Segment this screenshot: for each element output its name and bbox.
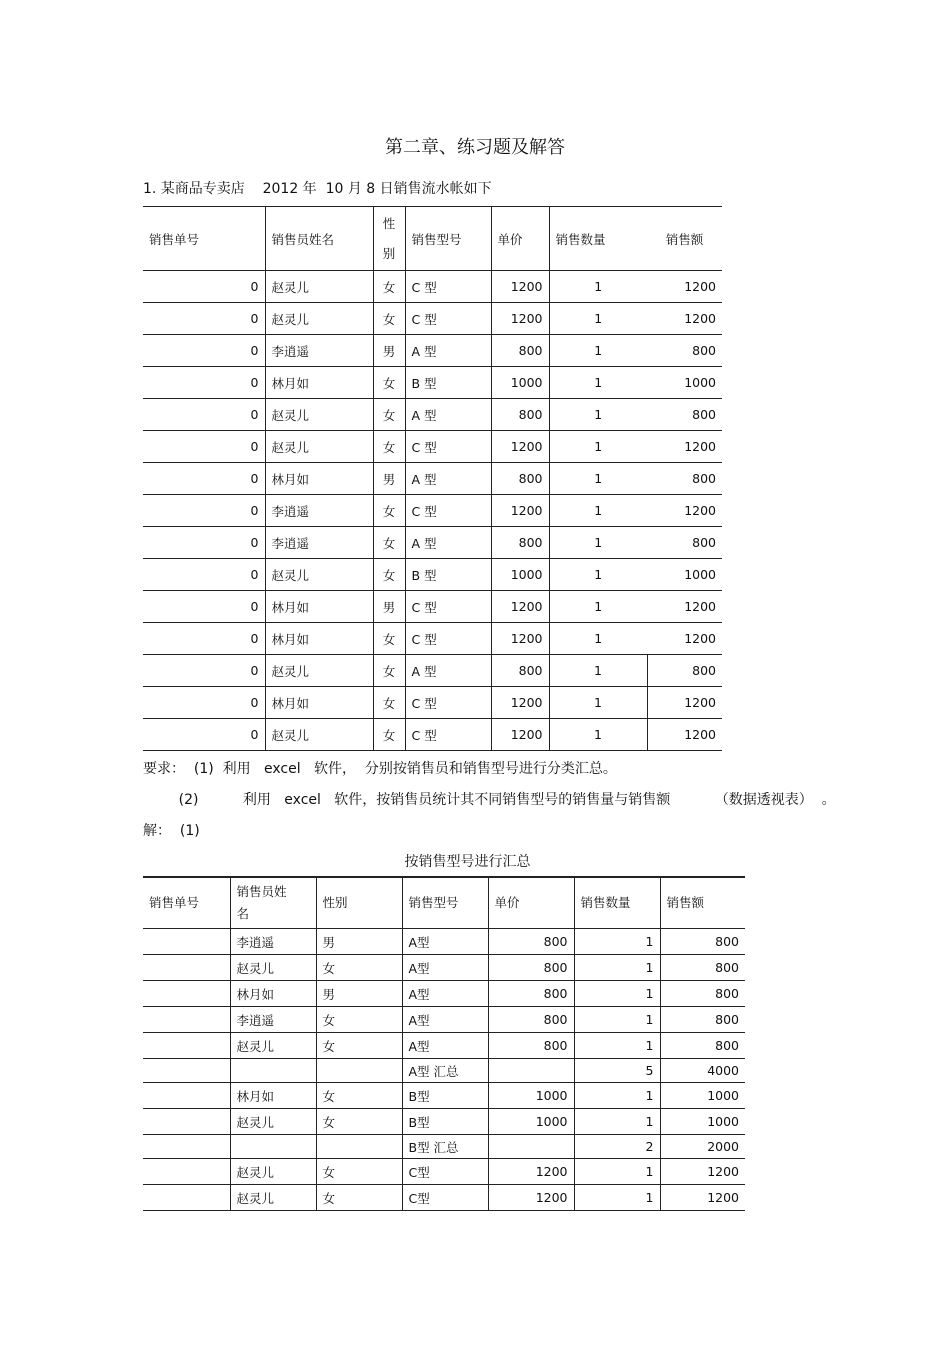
table-row bbox=[143, 399, 722, 431]
cell-sex: 女 bbox=[373, 271, 405, 303]
cell-amount: 800 bbox=[647, 463, 722, 495]
header-sex-line1: 性 bbox=[382, 215, 396, 231]
cell-price: 800 bbox=[488, 1033, 574, 1059]
cell-sex: 女 bbox=[316, 1159, 402, 1185]
cell-salesperson: 林月如 bbox=[230, 981, 316, 1007]
header-price: 单价 bbox=[488, 877, 574, 929]
cell-order-no bbox=[143, 1083, 230, 1109]
cell-model: B 型 bbox=[405, 559, 491, 591]
table-row bbox=[143, 1159, 745, 1185]
cell-sex: 女 bbox=[316, 1007, 402, 1033]
cell-price: 800 bbox=[491, 399, 549, 431]
cell-salesperson: 李逍遥 bbox=[230, 929, 316, 955]
cell-quantity: 5 bbox=[574, 1059, 660, 1083]
cell-salesperson: 林月如 bbox=[265, 463, 373, 495]
cell-order-no bbox=[143, 1135, 230, 1159]
table-row bbox=[143, 303, 722, 335]
cell-price: 1200 bbox=[491, 719, 549, 751]
table-row bbox=[143, 559, 722, 591]
cell-salesperson: 赵灵儿 bbox=[230, 1033, 316, 1059]
cell-order-no: 0 bbox=[143, 623, 265, 655]
cell-salesperson: 林月如 bbox=[265, 687, 373, 719]
cell-amount: 800 bbox=[647, 399, 722, 431]
cell-amount: 800 bbox=[647, 335, 722, 367]
table-row bbox=[143, 623, 722, 655]
cell-salesperson bbox=[230, 1059, 316, 1083]
cell-amount: 1000 bbox=[660, 1083, 745, 1109]
cell-price: 1000 bbox=[488, 1083, 574, 1109]
cell-model: C型 bbox=[402, 1159, 488, 1185]
cell-amount: 2000 bbox=[660, 1135, 745, 1159]
cell-price: 1200 bbox=[488, 1159, 574, 1185]
cell-amount: 1000 bbox=[647, 559, 722, 591]
header-quantity: 销售数量 bbox=[574, 877, 660, 929]
question-intro: 1. 某商品专卖店 2012 年 10 月 8 日销售流水帐如下 bbox=[143, 181, 492, 197]
cell-sex: 女 bbox=[373, 399, 405, 431]
cell-sex: 女 bbox=[316, 1083, 402, 1109]
table-row bbox=[143, 1185, 745, 1211]
cell-sex: 男 bbox=[373, 463, 405, 495]
cell-quantity: 1 bbox=[549, 303, 647, 335]
cell-quantity: 1 bbox=[549, 271, 647, 303]
cell-model: A 型 bbox=[405, 655, 491, 687]
cell-quantity: 1 bbox=[549, 559, 647, 591]
table-row bbox=[143, 367, 722, 399]
cell-model: A 型 bbox=[405, 527, 491, 559]
cell-salesperson: 赵灵儿 bbox=[230, 1109, 316, 1135]
header-order-no: 销售单号 bbox=[143, 877, 230, 929]
cell-amount: 4000 bbox=[660, 1059, 745, 1083]
cell-amount: 800 bbox=[660, 1033, 745, 1059]
cell-salesperson: 赵灵儿 bbox=[265, 431, 373, 463]
cell-price: 1200 bbox=[491, 623, 549, 655]
header-sex-line2: 别 bbox=[382, 245, 396, 261]
header-amount: 销售额 bbox=[660, 877, 745, 929]
cell-sex: 女 bbox=[373, 655, 405, 687]
cell-price: 1200 bbox=[491, 495, 549, 527]
cell-price: 1200 bbox=[491, 271, 549, 303]
cell-price: 800 bbox=[491, 655, 549, 687]
cell-model: A型 bbox=[402, 1033, 488, 1059]
cell-amount: 1200 bbox=[660, 1159, 745, 1185]
table-row bbox=[143, 929, 745, 955]
table-row bbox=[143, 271, 722, 303]
sales-ledger-table bbox=[143, 206, 722, 751]
cell-model: C 型 bbox=[405, 495, 491, 527]
cell-quantity: 1 bbox=[549, 495, 647, 527]
cell-amount: 800 bbox=[660, 929, 745, 955]
cell-model: B型 汇总 bbox=[402, 1135, 488, 1159]
cell-model: C 型 bbox=[405, 271, 491, 303]
header-model: 销售型号 bbox=[405, 207, 491, 271]
cell-order-no: 0 bbox=[143, 559, 265, 591]
cell-order-no: 0 bbox=[143, 303, 265, 335]
cell-model: C型 bbox=[402, 1185, 488, 1211]
cell-order-no bbox=[143, 1159, 230, 1185]
cell-order-no bbox=[143, 1007, 230, 1033]
table-row bbox=[143, 1083, 745, 1109]
cell-order-no: 0 bbox=[143, 527, 265, 559]
cell-price: 800 bbox=[488, 955, 574, 981]
cell-amount: 1200 bbox=[647, 719, 722, 751]
cell-amount: 800 bbox=[660, 981, 745, 1007]
cell-amount: 1200 bbox=[647, 303, 722, 335]
table-row bbox=[143, 463, 722, 495]
cell-amount: 800 bbox=[647, 527, 722, 559]
table-row bbox=[143, 981, 745, 1007]
cell-sex bbox=[316, 1059, 402, 1083]
cell-amount: 1000 bbox=[647, 367, 722, 399]
cell-quantity: 1 bbox=[549, 623, 647, 655]
cell-salesperson: 赵灵儿 bbox=[230, 1185, 316, 1211]
cell-order-no: 0 bbox=[143, 271, 265, 303]
cell-amount: 1000 bbox=[660, 1109, 745, 1135]
cell-quantity: 1 bbox=[549, 591, 647, 623]
cell-quantity: 1 bbox=[574, 981, 660, 1007]
cell-price: 800 bbox=[488, 1007, 574, 1033]
table-row bbox=[143, 1007, 745, 1033]
cell-order-no: 0 bbox=[143, 367, 265, 399]
cell-order-no bbox=[143, 981, 230, 1007]
cell-quantity: 2 bbox=[574, 1135, 660, 1159]
cell-amount: 800 bbox=[647, 655, 722, 687]
cell-model: A型 bbox=[402, 1007, 488, 1033]
cell-sex: 男 bbox=[373, 591, 405, 623]
cell-order-no bbox=[143, 1033, 230, 1059]
cell-quantity: 1 bbox=[549, 463, 647, 495]
cell-salesperson: 林月如 bbox=[265, 367, 373, 399]
cell-sex: 女 bbox=[316, 955, 402, 981]
cell-quantity: 1 bbox=[549, 687, 647, 719]
cell-price: 800 bbox=[491, 335, 549, 367]
table-header-row bbox=[143, 207, 722, 271]
cell-sex: 女 bbox=[373, 687, 405, 719]
cell-model: A型 汇总 bbox=[402, 1059, 488, 1083]
cell-amount: 1200 bbox=[647, 687, 722, 719]
cell-sex: 女 bbox=[373, 495, 405, 527]
cell-price: 800 bbox=[491, 527, 549, 559]
cell-model: A型 bbox=[402, 981, 488, 1007]
cell-model: A 型 bbox=[405, 399, 491, 431]
cell-order-no bbox=[143, 1185, 230, 1211]
header-quantity: 销售数量 bbox=[549, 207, 647, 271]
cell-price: 1200 bbox=[491, 431, 549, 463]
cell-quantity: 1 bbox=[574, 955, 660, 981]
cell-salesperson: 李逍遥 bbox=[265, 335, 373, 367]
cell-model: C 型 bbox=[405, 719, 491, 751]
cell-model: B型 bbox=[402, 1109, 488, 1135]
cell-salesperson: 赵灵儿 bbox=[230, 1159, 316, 1185]
cell-model: A型 bbox=[402, 929, 488, 955]
cell-amount: 800 bbox=[660, 1007, 745, 1033]
cell-price bbox=[488, 1135, 574, 1159]
header-salesperson: 销售员姓名 bbox=[265, 207, 373, 271]
table-row bbox=[143, 335, 722, 367]
cell-sex: 女 bbox=[373, 719, 405, 751]
cell-model: A 型 bbox=[405, 335, 491, 367]
cell-quantity: 1 bbox=[549, 335, 647, 367]
table-row bbox=[143, 655, 722, 687]
cell-order-no: 0 bbox=[143, 399, 265, 431]
cell-quantity: 1 bbox=[574, 1109, 660, 1135]
cell-order-no: 0 bbox=[143, 655, 265, 687]
cell-price: 1200 bbox=[491, 303, 549, 335]
summary-by-model-table bbox=[143, 876, 745, 1211]
cell-amount: 1200 bbox=[647, 271, 722, 303]
cell-sex: 女 bbox=[316, 1185, 402, 1211]
cell-quantity: 1 bbox=[574, 1159, 660, 1185]
cell-sex: 女 bbox=[316, 1109, 402, 1135]
cell-sex: 女 bbox=[373, 527, 405, 559]
cell-salesperson: 赵灵儿 bbox=[265, 655, 373, 687]
table-row bbox=[143, 687, 722, 719]
cell-model: B型 bbox=[402, 1083, 488, 1109]
cell-salesperson: 赵灵儿 bbox=[265, 271, 373, 303]
table-header-row bbox=[143, 877, 745, 929]
cell-salesperson bbox=[230, 1135, 316, 1159]
cell-salesperson: 林月如 bbox=[230, 1083, 316, 1109]
header-price: 单价 bbox=[491, 207, 549, 271]
subtotal-row bbox=[143, 1059, 745, 1083]
cell-price: 1200 bbox=[491, 591, 549, 623]
cell-order-no: 0 bbox=[143, 687, 265, 719]
cell-price: 800 bbox=[491, 463, 549, 495]
table-row bbox=[143, 1033, 745, 1059]
cell-order-no: 0 bbox=[143, 431, 265, 463]
table-row bbox=[143, 719, 722, 751]
cell-sex: 女 bbox=[373, 431, 405, 463]
cell-quantity: 1 bbox=[574, 1007, 660, 1033]
cell-salesperson: 林月如 bbox=[265, 623, 373, 655]
cell-price: 800 bbox=[488, 981, 574, 1007]
table-row bbox=[143, 495, 722, 527]
cell-order-no bbox=[143, 929, 230, 955]
cell-salesperson: 赵灵儿 bbox=[265, 719, 373, 751]
cell-quantity: 1 bbox=[549, 399, 647, 431]
cell-sex: 男 bbox=[316, 929, 402, 955]
cell-quantity: 1 bbox=[574, 1185, 660, 1211]
cell-salesperson: 赵灵儿 bbox=[265, 559, 373, 591]
header-amount: 销售额 bbox=[647, 207, 722, 271]
cell-salesperson: 李逍遥 bbox=[265, 495, 373, 527]
header-sex: 性别 bbox=[316, 877, 402, 929]
cell-price: 1200 bbox=[488, 1185, 574, 1211]
cell-price: 1000 bbox=[488, 1109, 574, 1135]
cell-sex: 男 bbox=[373, 335, 405, 367]
header-salesperson bbox=[230, 877, 316, 929]
cell-amount: 1200 bbox=[647, 431, 722, 463]
answer-label: 解： (1) bbox=[143, 823, 200, 839]
cell-price: 800 bbox=[488, 929, 574, 955]
cell-model: A 型 bbox=[405, 463, 491, 495]
cell-sex: 女 bbox=[373, 559, 405, 591]
cell-amount: 1200 bbox=[647, 591, 722, 623]
cell-price bbox=[488, 1059, 574, 1083]
cell-model: B 型 bbox=[405, 367, 491, 399]
cell-order-no bbox=[143, 1109, 230, 1135]
cell-quantity: 1 bbox=[549, 527, 647, 559]
table-row bbox=[143, 1109, 745, 1135]
table-row bbox=[143, 431, 722, 463]
cell-model: C 型 bbox=[405, 303, 491, 335]
cell-sex bbox=[316, 1135, 402, 1159]
cell-order-no: 0 bbox=[143, 495, 265, 527]
cell-quantity: 1 bbox=[549, 431, 647, 463]
requirement-2: (2) 利用 excel 软件，按销售员统计其不同销售型号的销售量与销售额 （数据透视表） 。 bbox=[143, 792, 836, 808]
cell-salesperson: 李逍遥 bbox=[230, 1007, 316, 1033]
cell-order-no bbox=[143, 1059, 230, 1083]
cell-sex: 女 bbox=[373, 623, 405, 655]
cell-model: C 型 bbox=[405, 623, 491, 655]
cell-amount: 800 bbox=[660, 955, 745, 981]
cell-model: C 型 bbox=[405, 591, 491, 623]
cell-sex: 女 bbox=[316, 1033, 402, 1059]
header-model: 销售型号 bbox=[402, 877, 488, 929]
cell-amount: 1200 bbox=[647, 495, 722, 527]
table2-caption: 按销售型号进行汇总 bbox=[404, 854, 531, 870]
cell-order-no: 0 bbox=[143, 463, 265, 495]
cell-salesperson: 赵灵儿 bbox=[265, 399, 373, 431]
cell-quantity: 1 bbox=[549, 367, 647, 399]
table-row bbox=[143, 591, 722, 623]
cell-price: 1000 bbox=[491, 559, 549, 591]
cell-salesperson: 林月如 bbox=[265, 591, 373, 623]
cell-salesperson: 李逍遥 bbox=[265, 527, 373, 559]
cell-quantity: 1 bbox=[574, 1033, 660, 1059]
cell-quantity: 1 bbox=[549, 719, 647, 751]
requirement-1: 要求： (1) 利用 excel 软件， 分别按销售员和销售型号进行分类汇总。 bbox=[143, 761, 617, 777]
cell-order-no: 0 bbox=[143, 591, 265, 623]
cell-quantity: 1 bbox=[549, 655, 647, 687]
cell-model: C 型 bbox=[405, 687, 491, 719]
cell-quantity: 1 bbox=[574, 1083, 660, 1109]
table-row bbox=[143, 527, 722, 559]
cell-sex: 女 bbox=[373, 303, 405, 335]
header-order-no: 销售单号 bbox=[143, 207, 265, 271]
cell-salesperson: 赵灵儿 bbox=[265, 303, 373, 335]
table-row bbox=[143, 955, 745, 981]
cell-salesperson: 赵灵儿 bbox=[230, 955, 316, 981]
page-title: 第二章、练习题及解答 bbox=[385, 137, 565, 158]
cell-price: 1000 bbox=[491, 367, 549, 399]
cell-price: 1200 bbox=[491, 687, 549, 719]
cell-sex: 男 bbox=[316, 981, 402, 1007]
cell-model: C 型 bbox=[405, 431, 491, 463]
header-name-line2: 名 bbox=[236, 906, 250, 921]
cell-model: A型 bbox=[402, 955, 488, 981]
header-sex bbox=[373, 207, 405, 271]
cell-order-no bbox=[143, 955, 230, 981]
cell-order-no: 0 bbox=[143, 719, 265, 751]
cell-amount: 1200 bbox=[647, 623, 722, 655]
header-name-line1: 销售员姓 bbox=[236, 884, 287, 899]
cell-sex: 女 bbox=[373, 367, 405, 399]
cell-order-no: 0 bbox=[143, 335, 265, 367]
subtotal-row bbox=[143, 1135, 745, 1159]
cell-quantity: 1 bbox=[574, 929, 660, 955]
cell-amount: 1200 bbox=[660, 1185, 745, 1211]
